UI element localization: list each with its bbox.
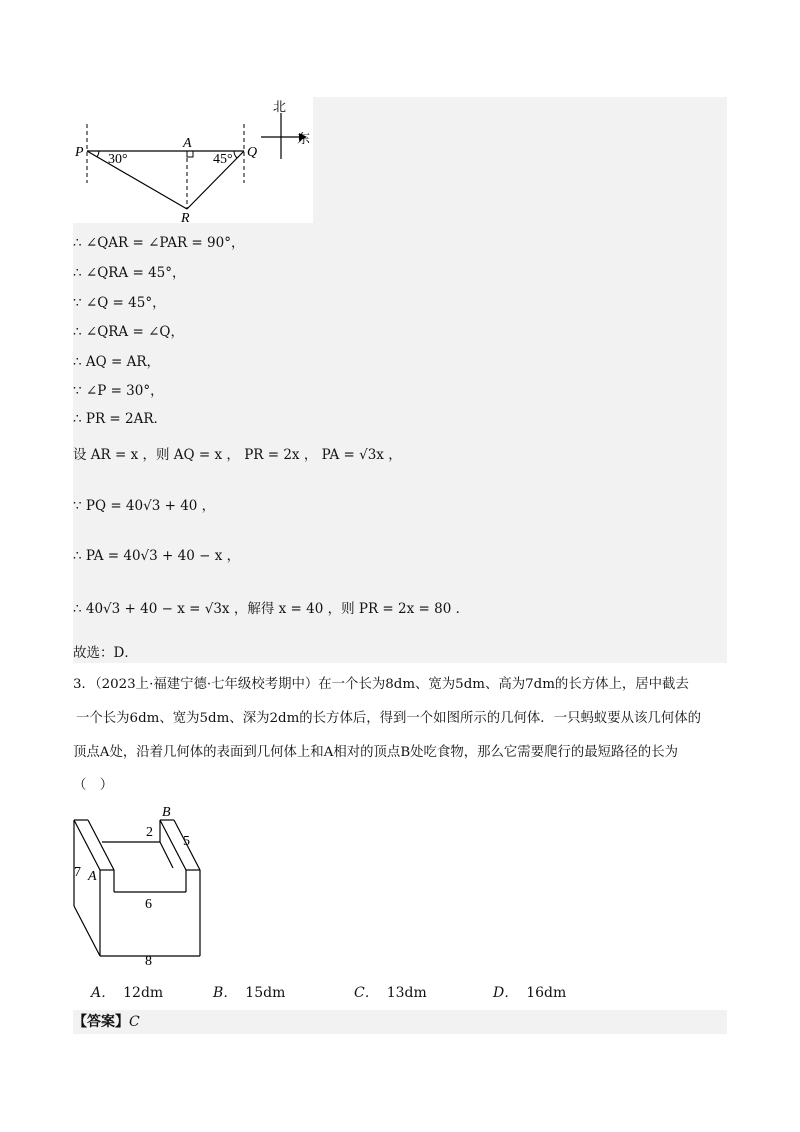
option-b-letter: B． [213, 985, 238, 1001]
label-q: Q [247, 145, 258, 160]
option-a[interactable] [91, 982, 163, 1002]
option-a-value: 12dm [123, 985, 164, 1001]
option-c[interactable] [354, 982, 427, 1002]
option-c-letter: C． [354, 985, 379, 1001]
label-r: R [181, 211, 190, 223]
angle-p-label: 30° [108, 152, 128, 167]
answer-label: 【答案】 [73, 1014, 129, 1030]
angle-q-label: 45° [213, 152, 233, 167]
question-line-4: （ ） [73, 778, 114, 793]
question-line-2: 一个长为6dm、宽为5dm、深为2dm的长方体后，得到一个如图所示的几何体．一只蚂蚁要从该几何体的 [76, 711, 701, 726]
compass-north: 北 [273, 99, 287, 114]
option-d-value: 16dm [526, 985, 567, 1001]
option-d-letter: D． [493, 985, 519, 1001]
label-b: B [162, 805, 171, 820]
option-d[interactable] [493, 982, 566, 1002]
answer-block [73, 1010, 727, 1034]
step-11: ∴ 40√3 + 40 − x = √3x ，解得 x = 40 ，则 PR = 2x = 80 ． [73, 601, 470, 617]
step-8: 设 AR = x ，则 AQ = x ， PR = 2x ， PA = √3x ， [73, 447, 402, 463]
question-line-1: 3．（2023上·福建宁德·七年级校考期中）在一个长为8dm、宽为5dm、高为7dm的长方体上，居中截去 [73, 677, 689, 692]
answer-line [73, 1012, 140, 1032]
dim-6: 6 [145, 897, 152, 912]
box-svg [70, 800, 230, 970]
step-1: ∴ ∠QAR = ∠PAR = 90°， [73, 235, 245, 251]
label-a-vertex: A [88, 869, 97, 884]
dim-8: 8 [145, 954, 152, 969]
option-c-value: 13dm [386, 985, 427, 1001]
box-figure [70, 800, 230, 970]
step-3: ∵ ∠Q = 45°， [73, 295, 166, 311]
question-line-3: 顶点A处，沿着几何体的表面到几何体上和A相对的顶点B处吃食物，那么它需要爬行的最短路径的长为 [73, 745, 678, 760]
option-b-value: 15dm [245, 985, 286, 1001]
answer-value: C [129, 1014, 140, 1030]
label-p: P [75, 145, 84, 160]
step-2: ∴ ∠QRA = 45°， [73, 265, 186, 281]
step-10: ∴ PA = 40√3 + 40 − x ， [73, 548, 241, 564]
compass-east: 东 [297, 131, 311, 146]
step-6: ∵ ∠P = 30°， [73, 383, 164, 399]
dim-2: 2 [146, 825, 153, 840]
dim-7: 7 [74, 865, 81, 880]
step-9: ∵ PQ = 40√3 + 40 ， [73, 498, 216, 514]
option-b[interactable] [213, 982, 285, 1002]
triangle-figure [73, 97, 313, 223]
option-a-letter: A． [91, 985, 116, 1001]
step-5: ∴ AQ = AR， [73, 354, 161, 370]
label-a: A [183, 136, 192, 151]
conclusion: 故选：D． [73, 645, 138, 661]
dim-5: 5 [183, 834, 190, 849]
step-7: ∴ PR = 2AR． [73, 411, 168, 427]
triangle-svg [73, 97, 313, 223]
step-4: ∴ ∠QRA = ∠Q， [73, 324, 184, 340]
